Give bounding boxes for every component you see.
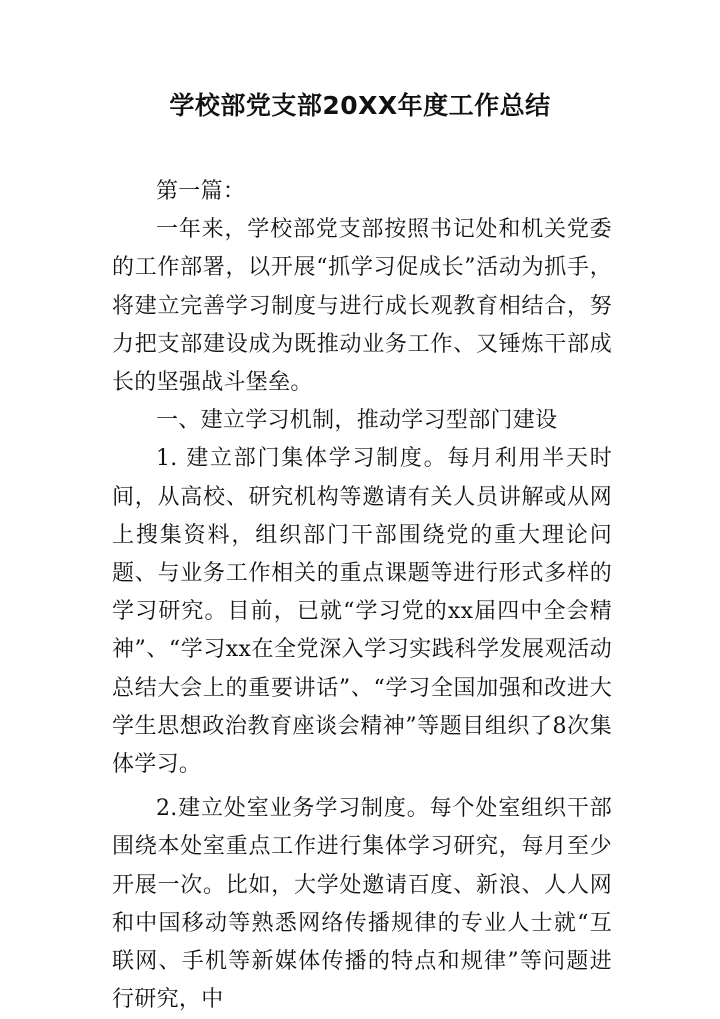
document-title: 学校部党支部20XX年度工作总结 [169, 91, 551, 120]
section-label: 第一篇： [156, 179, 246, 204]
section-heading: 一、建立学习机制，推动学习型部门建设 [156, 408, 558, 434]
intro-paragraph: 一年来，学校部党支部按照书记处和机关党委的工作部署，以开展“抓学习促成长”活动为抓手，将建立完善学习制度与进行成长观教育相结合，努力把支部建设成为既推动业务工作、又锤炼干部成长的坚强战斗堡垒。 [112, 217, 612, 396]
body-paragraph: 1. 建立部门集体学习制度。每月利用半天时间，从高校、研究机构等邀请有关人员讲解或从网上搜集资料，组织部门干部围绕党的重大理论问题、与业务工作相关的重点课题等进行形式多样的学习研究。目前，已就“学习党的xx届四中全会精神”、“学习xx在全党深入学习实践科学发展观活动总结大会上的重要讲话”、“学习全国加强和改进大学生思想政治教育座谈会精神”等题目组织了8次集体学习。 [112, 446, 612, 778]
body-paragraph: 2.建立处室业务学习制度。每个处室组织干部围绕本处室重点工作进行集体学习研究，每月至少开展一次。比如，大学处邀请百度、新浪、人人网和中国移动等熟悉网络传播规律的专业人士就“互联网、手机等新媒体传播的特点和规律”等问题进行研究，中 [112, 796, 612, 1013]
document-body [112, 173, 612, 1019]
